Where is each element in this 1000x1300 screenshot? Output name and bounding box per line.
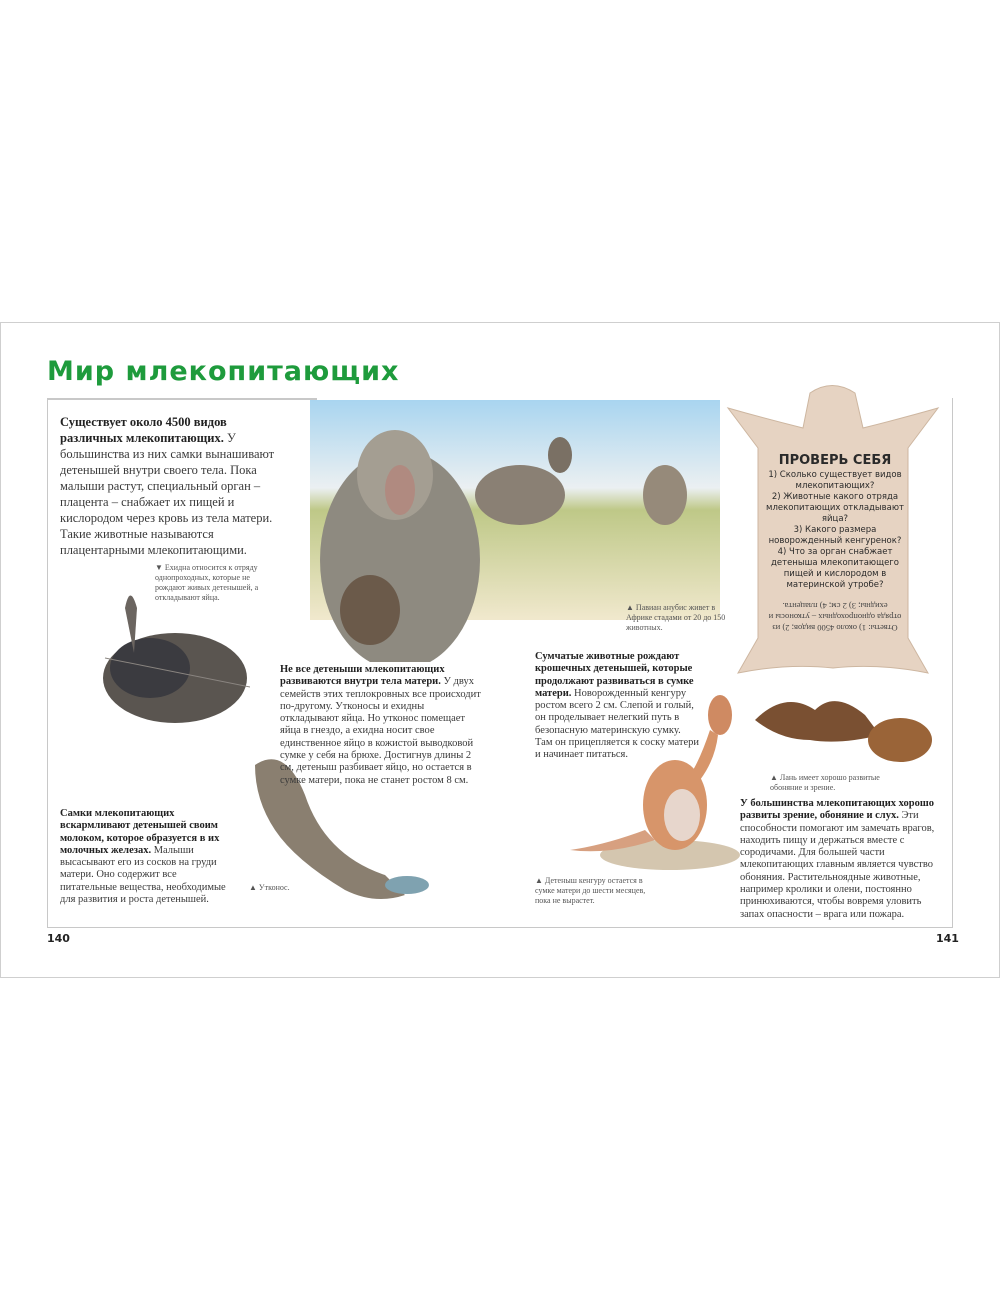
- intro-text: У большинства из них самки вынашивают детенышей внутри своего тела. Пока малыши растут, специальный орган – плацента – снабжает их пищей и кислородом через кровь из тела матери. Такие животные называются плацентарными млекопитающими.: [60, 431, 275, 557]
- page-number-left: 140: [47, 932, 70, 945]
- senses-paragraph: [740, 798, 940, 921]
- milk-bold: Самки млекопитающих вскармливают детенышей своим молоком, которое образуется в их молочных железах.: [60, 808, 220, 856]
- intro-bold: Существует около 4500 видов различных млекопитающих.: [60, 415, 227, 445]
- marsupials-text: Новорожденный кенгуру ростом всего 2 см. Слепой и голый, он проделывает нелегкий путь в безопасную материнскую сумку. Там он прицепляется к соску матери и начинает питаться.: [535, 687, 699, 761]
- quiz-answers-upside-down: Ответы: 1) около 4500 видов; 2) из отряда однопроходных – утконосы и ехидны; 3) 2 см; 4) плацента.: [768, 601, 902, 633]
- quiz-box: [760, 455, 910, 591]
- echidna-caption: ▼ Ехидна относится к отряду однопроходных, которые не рождают живых детенышей, а откладывают яйца.: [155, 563, 259, 602]
- page-title: Мир млекопитающих: [47, 356, 400, 387]
- deer-caption: ▲ Лань имеет хорошо развитые обоняние и зрение.: [770, 773, 880, 792]
- quiz-question: 3) Какого размера новорожденный кенгуренок?: [768, 525, 902, 546]
- deer-illustration: [750, 690, 935, 768]
- milk-paragraph: [60, 808, 230, 906]
- quiz-question: 1) Сколько существует видов млекопитающих?: [768, 470, 902, 491]
- marsupials-paragraph: [535, 651, 700, 762]
- senses-bold: У большинства млекопитающих хорошо развиты зрение, обоняние и слух.: [740, 798, 934, 822]
- kangaroo-caption: ▲ Детеныш кенгуру остается в сумке матери до шести месяцев, пока не вырастет.: [535, 876, 646, 905]
- page-number-right: 141: [936, 932, 959, 945]
- intro-paragraph: [60, 414, 285, 558]
- quiz-title: ПРОВЕРЬ СЕБЯ: [778, 453, 892, 468]
- baboon-caption: ▲ Павиан анубис живет в Африке стадами от 20 до 150 животных.: [626, 603, 726, 632]
- eggs-text: У двух семейств этих теплокровных все происходит по-другому. Утконосы и ехидны откладывают яйца. Но утконос помещает яйца в гнездо, а ехидна носит свое единственное яйцо в кожистой выводковой сумке у себя на брюхе. Достигнув длины 2 см, детеныш разбивает яйцо, но остается в сумке матери, пока не станет ростом 8 см.: [280, 676, 481, 786]
- eggs-bold: Не все детеныши млекопитающих развиваются внутри тела матери.: [280, 664, 445, 688]
- baboon-caption-text: Павиан анубис живет в Африке стадами от 20 до 150 животных.: [626, 603, 726, 632]
- quiz-question: 4) Что за орган снабжает детеныша млекопитающего пищей и кислородом в материнской утробе?: [771, 547, 899, 590]
- platypus-caption-text: Утконос.: [258, 883, 290, 892]
- deer-caption-text: Лань имеет хорошо развитые обоняние и зрение.: [770, 773, 880, 792]
- marsupials-bold: Сумчатые животные рождают крошечных детенышей, которые продолжают развиваться в сумке матери.: [535, 651, 694, 699]
- kangaroo-caption-text: Детеныш кенгуру остается в сумке матери до шести месяцев, пока не вырастет.: [535, 876, 646, 905]
- eggs-paragraph: [280, 664, 485, 787]
- senses-text: Эти способности помогают им замечать врагов, находить пищу и держаться вместе с сородичами. Для большей части млекопитающих главным является чувство обоняния. Растительноядные животные, например кролики и олени, постоянно принюхиваются, чтобы вовремя уловить запах опасности – врага или пожара.: [740, 810, 935, 920]
- content-border-top: [47, 398, 317, 400]
- echidna-caption-text: Ехидна относится к отряду однопроходных, которые не рождают живых детенышей, а откладывают яйца.: [155, 563, 259, 602]
- milk-text: Малыши высасывают его из сосков на груди матери. Оно содержит все питательные вещества, необходимые для развития и роста детенышей.: [60, 844, 226, 906]
- platypus-caption: ▲ Утконос.: [249, 883, 290, 892]
- quiz-question: 2) Животные какого отряда млекопитающих откладывают яйца?: [766, 492, 904, 524]
